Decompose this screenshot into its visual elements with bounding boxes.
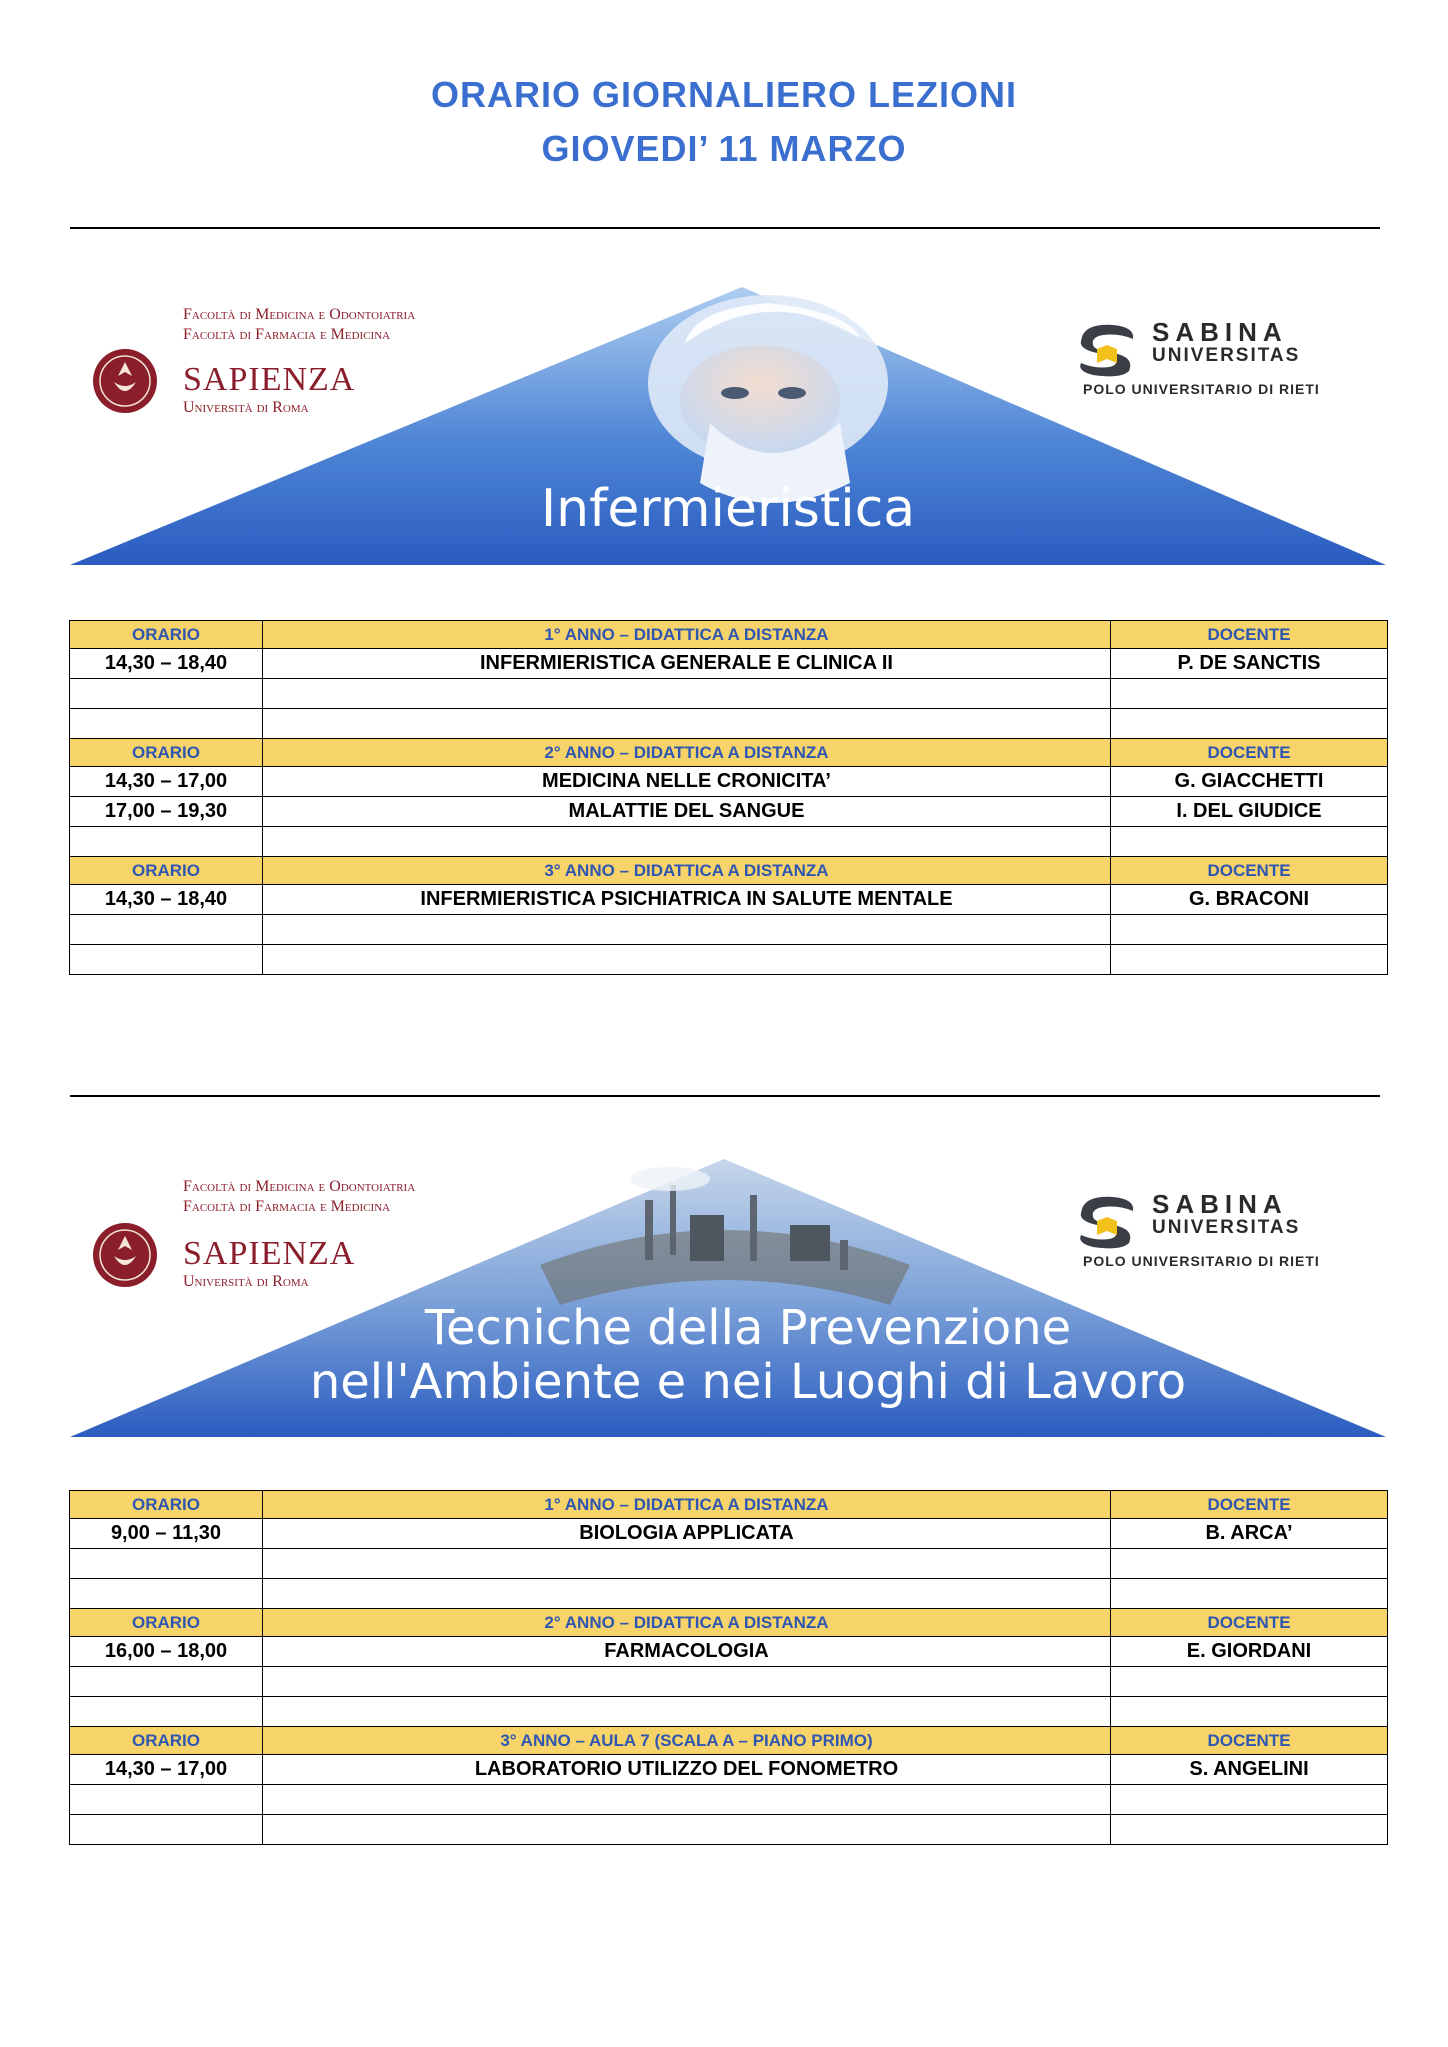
sapienza-seal-icon [92,348,158,414]
cell-orario [70,1697,263,1727]
sabina-sub: UNIVERSITAS [1152,1217,1301,1238]
table-row [70,679,1388,709]
cell-orario: 14,30 – 17,00 [70,1755,263,1785]
table-row [70,945,1388,975]
faculty-line1: Facoltà di Medicina e Odontoiatria [183,306,416,323]
table-row [70,649,1388,679]
cell-materia: INFERMIERISTICA GENERALE E CLINICA II [263,649,1111,679]
table-row [70,709,1388,739]
course-title-line1: Tecniche della Prevenzione [424,1300,1072,1356]
table-row [70,1697,1388,1727]
header-docente: DOCENTE [1111,739,1388,767]
cell-docente [1111,679,1388,709]
table-row [70,1815,1388,1845]
cell-orario [70,679,263,709]
table-row [70,797,1388,827]
table-header-row [70,1609,1388,1637]
course-banner-prevenzione [70,1155,1386,1440]
table-row [70,885,1388,915]
header-orario: ORARIO [70,1727,263,1755]
header-docente: DOCENTE [1111,1491,1388,1519]
header-docente: DOCENTE [1111,621,1388,649]
cell-orario [70,827,263,857]
sabina-polo: POLO UNIVERSITARIO DI RIETI [1083,1253,1320,1269]
table-row [70,1519,1388,1549]
header-orario: ORARIO [70,739,263,767]
table-header-row [70,1727,1388,1755]
header-anno: 3° ANNO – AULA 7 (SCALA A – PIANO PRIMO) [263,1727,1111,1755]
header-orario: ORARIO [70,621,263,649]
header-anno: 1° ANNO – DIDATTICA A DISTANZA [263,1491,1111,1519]
table-row [70,1637,1388,1667]
table-row [70,1579,1388,1609]
header-docente: DOCENTE [1111,1727,1388,1755]
divider [70,227,1380,229]
header-anno: 1° ANNO – DIDATTICA A DISTANZA [263,621,1111,649]
sapienza-name: SAPIENZA [183,361,356,398]
course-banner-infermieristica [70,283,1386,568]
sabina-logo-icon [1073,1191,1139,1251]
header-orario: ORARIO [70,1491,263,1519]
cell-materia [263,915,1111,945]
cell-docente: E. GIORDANI [1111,1637,1388,1667]
cell-docente: I. DEL GIUDICE [1111,797,1388,827]
cell-docente [1111,945,1388,975]
header-anno: 2° ANNO – DIDATTICA A DISTANZA [263,739,1111,767]
header-anno: 2° ANNO – DIDATTICA A DISTANZA [263,1609,1111,1637]
cell-materia: MALATTIE DEL SANGUE [263,797,1111,827]
sapienza-sub: Università di Roma [183,399,309,416]
course-title: Infermieristica [540,479,916,539]
cell-orario [70,1579,263,1609]
faculty-line1: Facoltà di Medicina e Odontoiatria [183,1178,416,1195]
cell-docente: G. GIACCHETTI [1111,767,1388,797]
cell-docente [1111,1549,1388,1579]
cell-materia [263,1667,1111,1697]
table-row [70,1549,1388,1579]
cell-orario: 16,00 – 18,00 [70,1637,263,1667]
cell-materia [263,1697,1111,1727]
cell-docente [1111,1785,1388,1815]
cell-materia [263,1785,1111,1815]
divider [70,1095,1380,1097]
cell-docente [1111,1579,1388,1609]
cell-docente [1111,1697,1388,1727]
cell-materia [263,827,1111,857]
cell-materia [263,1549,1111,1579]
cell-materia: BIOLOGIA APPLICATA [263,1519,1111,1549]
table-header-row [70,857,1388,885]
header-orario: ORARIO [70,857,263,885]
table-row [70,827,1388,857]
header-docente: DOCENTE [1111,1609,1388,1637]
faculty-line2: Facoltà di Farmacia e Medicina [183,326,391,343]
cell-materia [263,945,1111,975]
cell-orario: 14,30 – 18,40 [70,649,263,679]
cell-orario: 9,00 – 11,30 [70,1519,263,1549]
sabina-polo: POLO UNIVERSITARIO DI RIETI [1083,381,1320,397]
table-row [70,1755,1388,1785]
cell-materia [263,709,1111,739]
table-row [70,1785,1388,1815]
table-row [70,767,1388,797]
cell-orario [70,1667,263,1697]
table-header-row [70,621,1388,649]
header-orario: ORARIO [70,1609,263,1637]
timetable-prevenzione [69,1490,1388,1845]
cell-docente: P. DE SANCTIS [1111,649,1388,679]
cell-orario: 17,00 – 19,30 [70,797,263,827]
cell-orario [70,709,263,739]
sabina-name: SABINA [1152,317,1288,347]
sapienza-seal-icon [92,1222,158,1288]
faculty-line2: Facoltà di Farmacia e Medicina [183,1198,391,1215]
cell-orario [70,1785,263,1815]
cell-docente [1111,1815,1388,1845]
cell-orario: 14,30 – 17,00 [70,767,263,797]
header-anno: 3° ANNO – DIDATTICA A DISTANZA [263,857,1111,885]
sapienza-sub: Università di Roma [183,1273,309,1290]
timetable-infermieristica [69,620,1388,975]
sabina-sub: UNIVERSITAS [1152,345,1301,366]
header-docente: DOCENTE [1111,857,1388,885]
cell-materia [263,679,1111,709]
cell-docente: B. ARCA’ [1111,1519,1388,1549]
sabina-logo-icon [1073,319,1139,379]
table-row [70,915,1388,945]
cell-materia [263,1579,1111,1609]
cell-materia [263,1815,1111,1845]
cell-materia: FARMACOLOGIA [263,1637,1111,1667]
course-title-line2: nell'Ambiente e nei Luoghi di Lavoro [309,1354,1187,1410]
cell-docente [1111,709,1388,739]
cell-orario [70,1549,263,1579]
cell-docente [1111,915,1388,945]
page-title-line1: ORARIO GIORNALIERO LEZIONI [430,74,1017,115]
sabina-name: SABINA [1152,1189,1288,1219]
cell-orario [70,915,263,945]
cell-materia: LABORATORIO UTILIZZO DEL FONOMETRO [263,1755,1111,1785]
cell-docente [1111,827,1388,857]
cell-orario [70,945,263,975]
cell-docente: G. BRACONI [1111,885,1388,915]
table-header-row [70,1491,1388,1519]
cell-materia: INFERMIERISTICA PSICHIATRICA IN SALUTE MENTALE [263,885,1111,915]
cell-orario: 14,30 – 18,40 [70,885,263,915]
cell-docente: S. ANGELINI [1111,1755,1388,1785]
table-header-row [70,739,1388,767]
cell-materia: MEDICINA NELLE CRONICITA’ [263,767,1111,797]
page-title-line2: GIOVEDI’ 11 MARZO [541,128,907,169]
table-row [70,1667,1388,1697]
cell-docente [1111,1667,1388,1697]
cell-orario [70,1815,263,1845]
sapienza-name: SAPIENZA [183,1235,356,1272]
